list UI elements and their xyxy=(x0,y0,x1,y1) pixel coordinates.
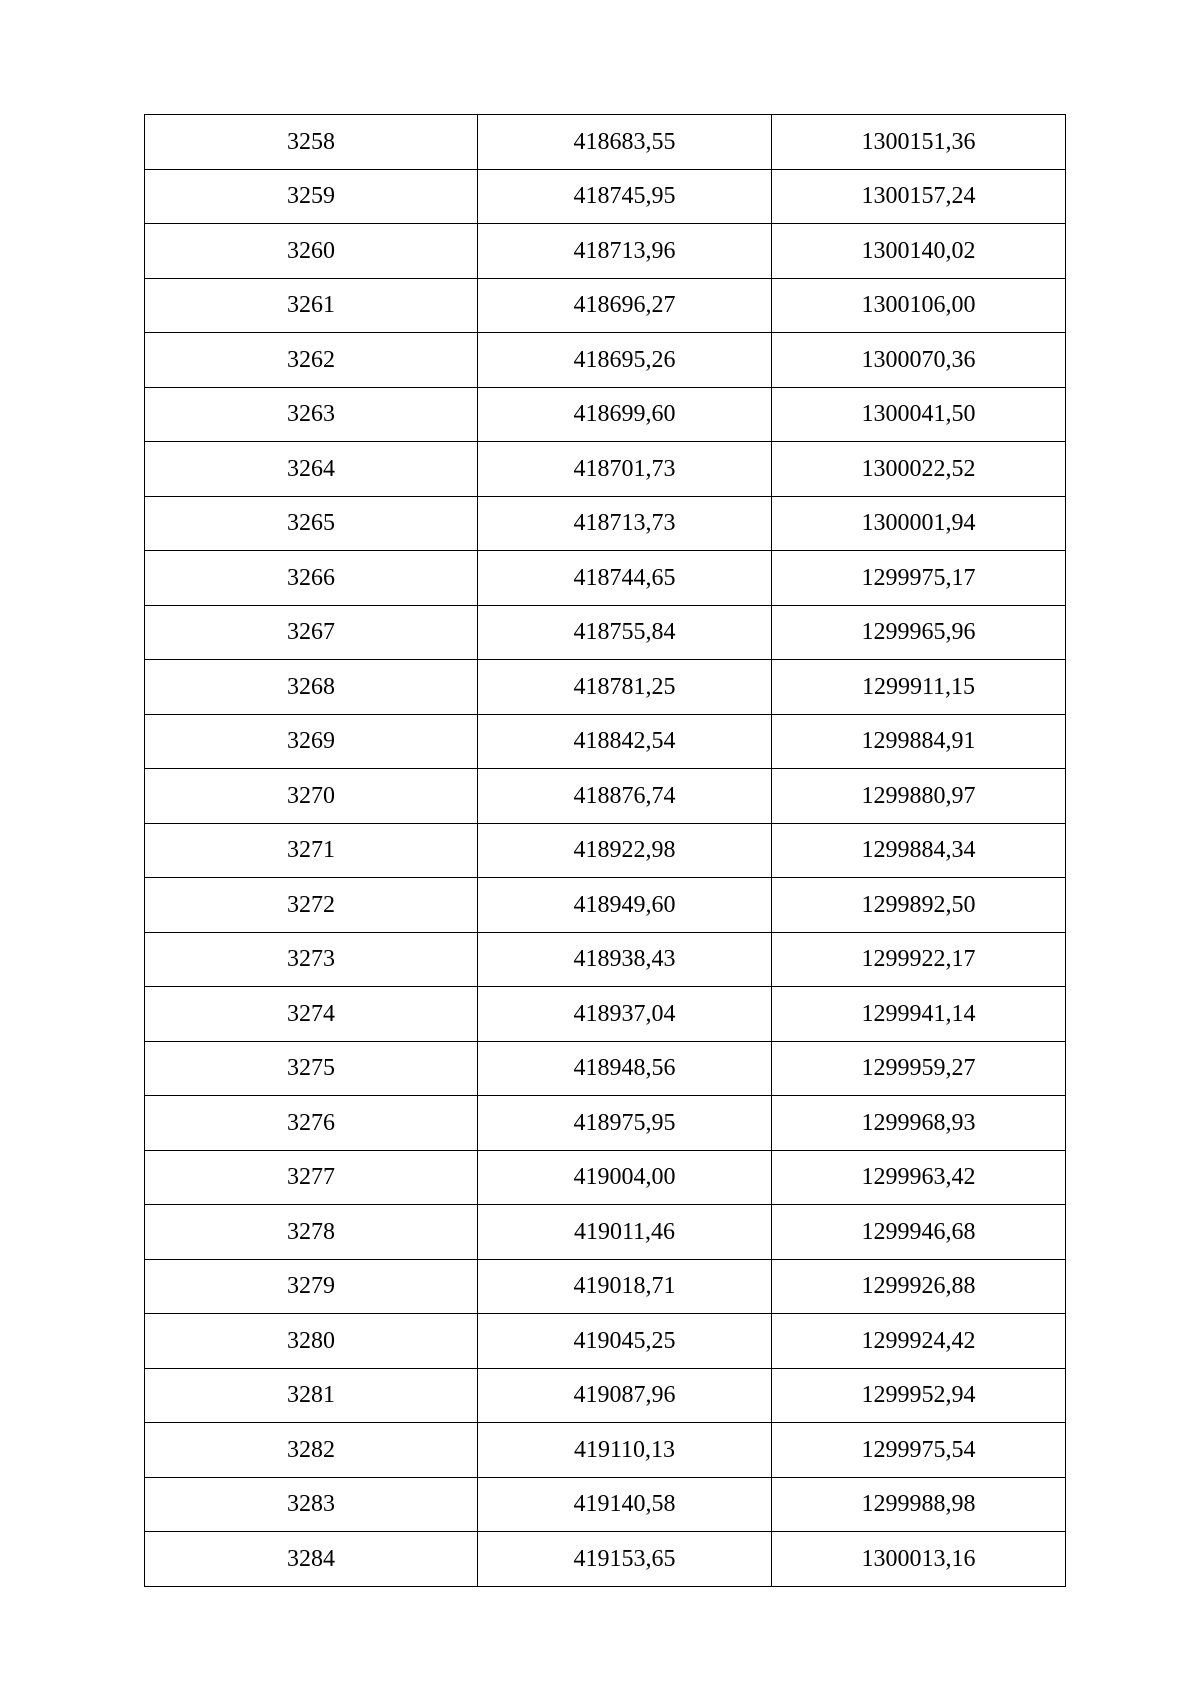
table-row xyxy=(145,769,1066,824)
point-number-cell: 3278 xyxy=(145,1205,478,1260)
y-coordinate-cell: 1300001,94 xyxy=(772,496,1066,551)
y-coordinate-cell: 1300041,50 xyxy=(772,387,1066,442)
point-number-cell: 3274 xyxy=(145,987,478,1042)
point-number-cell: 3269 xyxy=(145,714,478,769)
point-number-cell: 3275 xyxy=(145,1041,478,1096)
x-coordinate-cell: 418695,26 xyxy=(478,333,772,388)
y-coordinate-cell: 1300106,00 xyxy=(772,278,1066,333)
point-number-cell: 3262 xyxy=(145,333,478,388)
x-coordinate-cell: 418701,73 xyxy=(478,442,772,497)
point-number-cell: 3263 xyxy=(145,387,478,442)
table-row xyxy=(145,823,1066,878)
table-row xyxy=(145,1368,1066,1423)
table-row xyxy=(145,932,1066,987)
x-coordinate-cell: 418948,56 xyxy=(478,1041,772,1096)
table-row xyxy=(145,1423,1066,1478)
x-coordinate-cell: 418696,27 xyxy=(478,278,772,333)
y-coordinate-cell: 1299965,96 xyxy=(772,605,1066,660)
coordinates-table xyxy=(144,114,1066,1587)
point-number-cell: 3265 xyxy=(145,496,478,551)
table-row xyxy=(145,551,1066,606)
x-coordinate-cell: 418699,60 xyxy=(478,387,772,442)
table-row xyxy=(145,333,1066,388)
table-row xyxy=(145,496,1066,551)
y-coordinate-cell: 1299884,34 xyxy=(772,823,1066,878)
table-row xyxy=(145,169,1066,224)
table-row xyxy=(145,224,1066,279)
table-row xyxy=(145,987,1066,1042)
coordinates-table-body xyxy=(145,115,1066,1587)
table-row xyxy=(145,878,1066,933)
y-coordinate-cell: 1299922,17 xyxy=(772,932,1066,987)
x-coordinate-cell: 418781,25 xyxy=(478,660,772,715)
table-row xyxy=(145,1205,1066,1260)
y-coordinate-cell: 1299946,68 xyxy=(772,1205,1066,1260)
table-row xyxy=(145,387,1066,442)
table-row xyxy=(145,1041,1066,1096)
point-number-cell: 3284 xyxy=(145,1532,478,1587)
y-coordinate-cell: 1300070,36 xyxy=(772,333,1066,388)
point-number-cell: 3267 xyxy=(145,605,478,660)
x-coordinate-cell: 418938,43 xyxy=(478,932,772,987)
x-coordinate-cell: 419110,13 xyxy=(478,1423,772,1478)
point-number-cell: 3268 xyxy=(145,660,478,715)
y-coordinate-cell: 1299926,88 xyxy=(772,1259,1066,1314)
x-coordinate-cell: 419153,65 xyxy=(478,1532,772,1587)
x-coordinate-cell: 419140,58 xyxy=(478,1477,772,1532)
point-number-cell: 3282 xyxy=(145,1423,478,1478)
y-coordinate-cell: 1299892,50 xyxy=(772,878,1066,933)
table-row xyxy=(145,278,1066,333)
point-number-cell: 3280 xyxy=(145,1314,478,1369)
table-row xyxy=(145,1314,1066,1369)
y-coordinate-cell: 1299911,15 xyxy=(772,660,1066,715)
point-number-cell: 3264 xyxy=(145,442,478,497)
y-coordinate-cell: 1299952,94 xyxy=(772,1368,1066,1423)
y-coordinate-cell: 1300013,16 xyxy=(772,1532,1066,1587)
y-coordinate-cell: 1300151,36 xyxy=(772,115,1066,170)
point-number-cell: 3272 xyxy=(145,878,478,933)
x-coordinate-cell: 418745,95 xyxy=(478,169,772,224)
table-row xyxy=(145,442,1066,497)
y-coordinate-cell: 1299963,42 xyxy=(772,1150,1066,1205)
x-coordinate-cell: 418683,55 xyxy=(478,115,772,170)
point-number-cell: 3277 xyxy=(145,1150,478,1205)
y-coordinate-cell: 1299924,42 xyxy=(772,1314,1066,1369)
point-number-cell: 3260 xyxy=(145,224,478,279)
x-coordinate-cell: 419018,71 xyxy=(478,1259,772,1314)
point-number-cell: 3266 xyxy=(145,551,478,606)
y-coordinate-cell: 1299880,97 xyxy=(772,769,1066,824)
x-coordinate-cell: 418949,60 xyxy=(478,878,772,933)
x-coordinate-cell: 418937,04 xyxy=(478,987,772,1042)
point-number-cell: 3261 xyxy=(145,278,478,333)
point-number-cell: 3283 xyxy=(145,1477,478,1532)
y-coordinate-cell: 1299968,93 xyxy=(772,1096,1066,1151)
y-coordinate-cell: 1299941,14 xyxy=(772,987,1066,1042)
y-coordinate-cell: 1300140,02 xyxy=(772,224,1066,279)
point-number-cell: 3273 xyxy=(145,932,478,987)
x-coordinate-cell: 418975,95 xyxy=(478,1096,772,1151)
x-coordinate-cell: 418713,73 xyxy=(478,496,772,551)
x-coordinate-cell: 418922,98 xyxy=(478,823,772,878)
table-row xyxy=(145,1532,1066,1587)
table-row xyxy=(145,1477,1066,1532)
x-coordinate-cell: 418876,74 xyxy=(478,769,772,824)
x-coordinate-cell: 419011,46 xyxy=(478,1205,772,1260)
y-coordinate-cell: 1299959,27 xyxy=(772,1041,1066,1096)
y-coordinate-cell: 1299988,98 xyxy=(772,1477,1066,1532)
x-coordinate-cell: 419045,25 xyxy=(478,1314,772,1369)
table-row xyxy=(145,660,1066,715)
point-number-cell: 3271 xyxy=(145,823,478,878)
point-number-cell: 3279 xyxy=(145,1259,478,1314)
x-coordinate-cell: 418755,84 xyxy=(478,605,772,660)
x-coordinate-cell: 418713,96 xyxy=(478,224,772,279)
table-row xyxy=(145,605,1066,660)
table-row xyxy=(145,1096,1066,1151)
point-number-cell: 3259 xyxy=(145,169,478,224)
y-coordinate-cell: 1300022,52 xyxy=(772,442,1066,497)
point-number-cell: 3258 xyxy=(145,115,478,170)
table-row xyxy=(145,714,1066,769)
table-row xyxy=(145,115,1066,170)
point-number-cell: 3270 xyxy=(145,769,478,824)
x-coordinate-cell: 418842,54 xyxy=(478,714,772,769)
y-coordinate-cell: 1300157,24 xyxy=(772,169,1066,224)
x-coordinate-cell: 419087,96 xyxy=(478,1368,772,1423)
x-coordinate-cell: 418744,65 xyxy=(478,551,772,606)
table-row xyxy=(145,1259,1066,1314)
y-coordinate-cell: 1299884,91 xyxy=(772,714,1066,769)
y-coordinate-cell: 1299975,17 xyxy=(772,551,1066,606)
y-coordinate-cell: 1299975,54 xyxy=(772,1423,1066,1478)
point-number-cell: 3276 xyxy=(145,1096,478,1151)
x-coordinate-cell: 419004,00 xyxy=(478,1150,772,1205)
point-number-cell: 3281 xyxy=(145,1368,478,1423)
table-row xyxy=(145,1150,1066,1205)
